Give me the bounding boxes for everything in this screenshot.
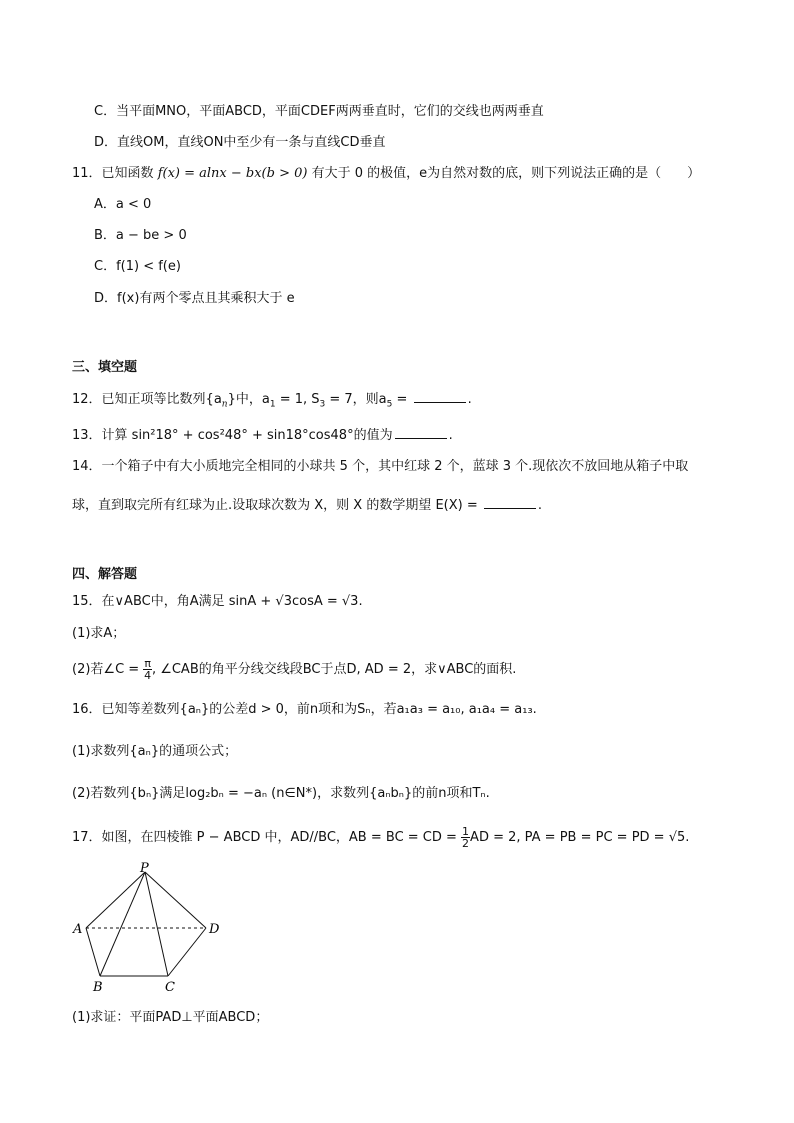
q15-part2-rest: , ∠CAB的角平分线交线段BC于点D, AD = 2，求∨ABC的面积. — [151, 662, 517, 677]
q14-line2: 球，直到取完所有红球为止.设取球次数为 X，则 X 的数学期望 E(X) = . — [72, 498, 543, 513]
q11-option-b: B．a − be > 0 — [94, 228, 187, 243]
q16-part2: (2)若数列{bₙ}满足log₂bₙ = −aₙ (n∈N*)，求数列{aₙbₙ}的前n项和Tₙ. — [72, 786, 490, 801]
q11-option-d-rest: 有两个零点且其乘积大于 e — [139, 291, 295, 306]
q12-mid: }中，a — [227, 392, 270, 407]
q15-part1: (1)求A； — [72, 626, 126, 641]
q12-answer-blank — [414, 390, 466, 403]
edge-PD — [145, 872, 206, 928]
vertex-label-C: C — [165, 980, 175, 995]
q17-part1: (1)求证：平面PAD⊥平面ABCD； — [72, 1010, 269, 1025]
edge-AB — [86, 928, 100, 976]
edge-CD — [168, 928, 206, 976]
q11-function-expr: f(x) = alnx − bx(b > 0) — [157, 166, 308, 181]
q17-stem — [72, 826, 689, 849]
q15-fraction-num: π — [144, 657, 151, 670]
q14-answer-blank — [484, 496, 536, 509]
q15-fraction-den: 4 — [144, 669, 152, 682]
q17-post: AD = 2, PA = PB = PC = PD = √5. — [470, 830, 690, 845]
q15-part2 — [72, 658, 516, 681]
section-fill-in-heading: 三、填空题 — [72, 360, 138, 375]
q12-pre: 12．已知正项等比数列{a — [72, 392, 222, 407]
vertex-label-D: D — [209, 922, 220, 937]
q17-fraction — [461, 826, 470, 849]
vertex-label-B: B — [93, 980, 103, 995]
q13-text: 13．计算 sin²18° + cos²48° + sin18°cos48°的值为 — [72, 428, 393, 443]
q10-option-d: D．直线OM，直线ON中至少有一条与直线CD垂直 — [94, 135, 386, 150]
q11-number: 11．已知函数 — [72, 166, 154, 181]
edge-PB — [100, 872, 145, 976]
q10-option-c: C．当平面MNO，平面ABCD，平面CDEF两两垂直时，它们的交线也两两垂直 — [94, 104, 544, 119]
section-solution-heading: 四、解答题 — [72, 567, 138, 582]
q12-cond2: = 7，则a — [325, 392, 387, 407]
q12: 12．已知正项等比数列$\{a_n\}$中，$a_1 = 1$, $S_3 = 7$，则$a_5$ = . — [72, 392, 472, 410]
q16-stem: 16．已知等差数列{aₙ}的公差d > 0，前n项和为Sₙ，若a₁a₃ = a₁₀, a₁a₄ = a₁₃. — [72, 702, 537, 717]
q11-option-d-expr: D．f(x) — [94, 291, 140, 306]
q11-stem — [72, 166, 700, 182]
q15-angle-fraction — [143, 658, 152, 681]
q17-fraction-den: 2 — [462, 837, 470, 850]
q11-stem-rest: 有大于 0 的极值，e为自然对数的底，则下列说法正确的是（ ） — [311, 166, 701, 181]
q14-line1: 14．一个箱子中有大小质地完全相同的小球共 5 个，其中红球 2 个，蓝球 3 个.现依次不放回地从箱子中取 — [72, 459, 689, 474]
q12-cond: = 1, S — [275, 392, 320, 407]
q15-stem: 15．在∨ABC中，角A满足 sinA + √3cosA = √3. — [72, 594, 363, 609]
vertex-label-P: P — [140, 861, 149, 876]
q16-part1: (1)求数列{aₙ}的通项公式； — [72, 744, 238, 759]
q15-part2-pre: (2)若∠C = — [72, 662, 144, 677]
q13-answer-blank — [395, 426, 447, 439]
pyramid-figure — [68, 860, 248, 1000]
q11-option-c: C．f(1) < f(e) — [94, 259, 181, 274]
q17-pre: 17．如图，在四棱锥 P − ABCD 中，AD//BC，AB = BC = CD = — [72, 830, 462, 845]
q11-option-a: A．a < 0 — [94, 197, 152, 212]
q14-line2-text: 球，直到取完所有红球为止.设取球次数为 X，则 X 的数学期望 E(X) = — [72, 498, 482, 513]
edge-PC — [145, 872, 168, 976]
edge-PA — [86, 872, 145, 928]
q13: 13．计算 sin²18° + cos²48° + sin18°cos48°的值为 . — [72, 428, 453, 443]
q11-option-d — [94, 291, 295, 307]
q17-fraction-num: 1 — [462, 825, 470, 838]
vertex-label-A: A — [73, 922, 83, 937]
q12-end: = — [392, 392, 412, 407]
